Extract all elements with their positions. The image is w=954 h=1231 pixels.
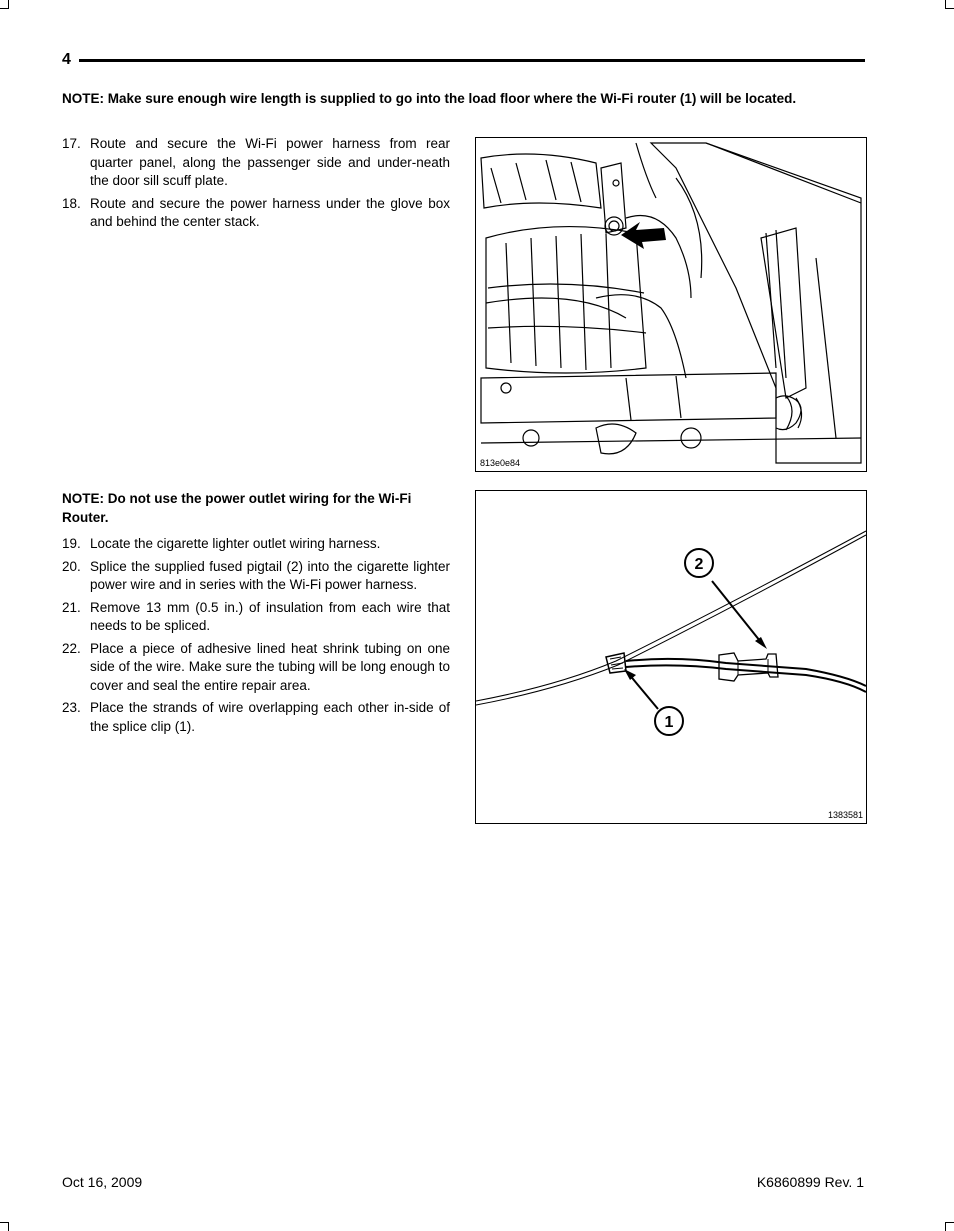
callout-2-label: 2 [694,556,704,573]
page-number: 4 [62,51,71,68]
step-22 [62,640,450,696]
crop-mark-tr [945,0,946,9]
footer-doc-number: K6860899 Rev. 1 [756,1174,864,1190]
step-number: 20. [62,558,81,574]
step-18 [62,195,450,232]
footer-date: Oct 16, 2009 [62,1174,143,1190]
step-17 [62,135,450,191]
figure-id: 813e0e84 [480,458,521,468]
arrow-icon [621,222,666,249]
figure-id: 1383581 [827,810,863,820]
step-text: Place the strands of wire overlapping each other in-side of the splice clip (1). [90,700,450,734]
arrowhead-icon [624,669,636,680]
splice-illustration [476,491,866,823]
step-text: Splice the supplied fused pigtail (2) into the cigarette lighter power wire and in series with the Wi-Fi power harness. [90,558,450,592]
step-text: Place a piece of adhesive lined heat shrink tubing on one side of the wire. Make sure the tubing will be long enough to cover and seal the entire repair area. [90,640,450,693]
figure-harness-routing [475,137,867,472]
step-number: 19. [62,536,81,551]
step-number: 17. [62,136,81,151]
step-21 [62,599,450,636]
arrowhead-icon [755,637,767,649]
step-text: Route and secure the power harness under the glove box and behind the center stack. [90,195,450,229]
steps-list-a [62,135,450,236]
step-23 [62,699,450,736]
step-number: 18. [62,195,81,211]
crop-mark-bl [8,1222,9,1231]
header-rule [79,59,865,62]
step-number: 22. [62,640,81,656]
crop-mark-tr [945,8,954,9]
step-20 [62,558,450,595]
step-number: 23. [62,700,81,715]
crop-mark-tl [8,0,9,9]
crop-mark-br [945,1222,954,1223]
step-number: 21. [62,599,81,615]
note-top: NOTE: Make sure enough wire length is supplied to go into the load floor where the Wi-Fi router (1) will be located. [62,91,797,106]
step-19 [62,535,450,554]
figure-splice [475,490,867,824]
step-text: Route and secure the Wi-Fi power harness from rear quarter panel, along the passenger side and under-neath the door sill scuff plate. [90,136,450,188]
callout-1-label: 1 [664,714,674,731]
step-text: Locate the cigarette lighter outlet wiring harness. [90,536,381,551]
note-power-outlet: NOTE: Do not use the power outlet wiring for the Wi-Fi Router. [62,491,412,525]
crop-mark-br [945,1222,946,1231]
step-text: Remove 13 mm (0.5 in.) of insulation from each wire that needs to be spliced. [90,599,450,633]
steps-list-b [62,535,450,740]
harness-routing-illustration [476,138,866,471]
